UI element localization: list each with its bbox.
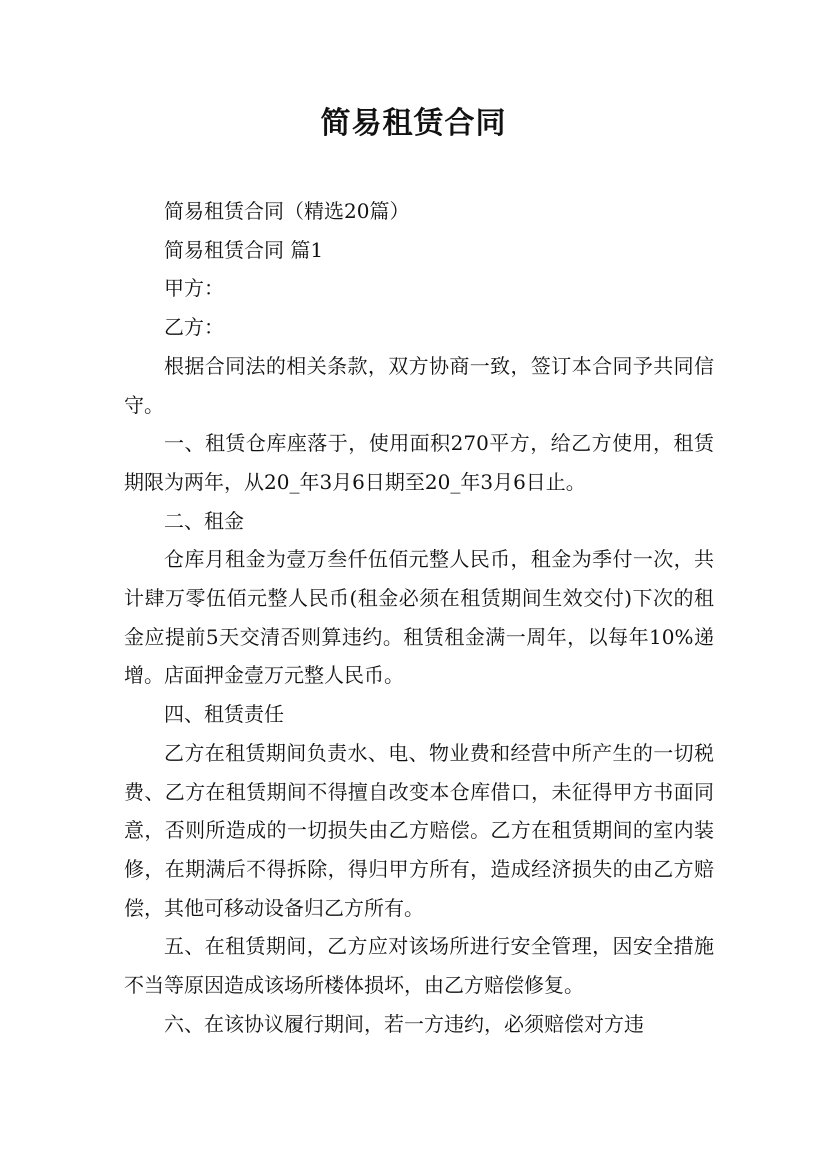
section-heading: 简易租赁合同 篇1 bbox=[164, 237, 324, 262]
clause-paragraph: 六、在该协议履行期间，若一方违约，必须赔偿对方违 bbox=[164, 1011, 644, 1036]
clause-heading: 四、租赁责任 bbox=[164, 702, 284, 727]
party-b-line: 乙方： bbox=[164, 315, 224, 340]
clause-paragraph: 仓库月租金为壹万叁仟伍佰元整人民币，租金为季付一次，共计肆万零伍佰元整人民币(租金必须在租赁期间生效交付)下次的租金应提前5天交清否则算违约。租赁租金满一周年，以每年10%递增。店面押金壹万元整人民币。 bbox=[124, 547, 714, 688]
clause-paragraph: 五、在租赁期间，乙方应对该场所进行安全管理，因安全措施不当等原因造成该场所楼体损坏，由乙方赔偿修复。 bbox=[124, 934, 714, 998]
subtitle-paragraph: 简易租赁合同（精选20篇） bbox=[164, 199, 410, 223]
document-title: 简易租赁合同 bbox=[320, 106, 507, 141]
clause-paragraph: 乙方在租赁期间负责水、电、物业费和经营中所产生的一切税费、乙方在租赁期间不得擅自改变本仓库借口，未征得甲方书面同意，否则所造成的一切损失由乙方赔偿。乙方在租赁期间的室内装修，在期满后不得拆除，得归甲方所有，造成经济损失的由乙方赔偿，其他可移动设备归乙方所有。 bbox=[124, 740, 714, 920]
document-body bbox=[124, 192, 714, 1043]
clause-heading: 二、租金 bbox=[164, 508, 244, 533]
party-a-line: 甲方： bbox=[164, 276, 224, 301]
intro-paragraph: 根据合同法的相关条款，双方协商一致，签订本合同予共同信守。 bbox=[124, 353, 714, 417]
clause-paragraph: 一、租赁仓库座落于，使用面积270平方，给乙方使用，租赁期限为两年，从20_年3月6日期至20_年3月6日止。 bbox=[124, 431, 714, 494]
